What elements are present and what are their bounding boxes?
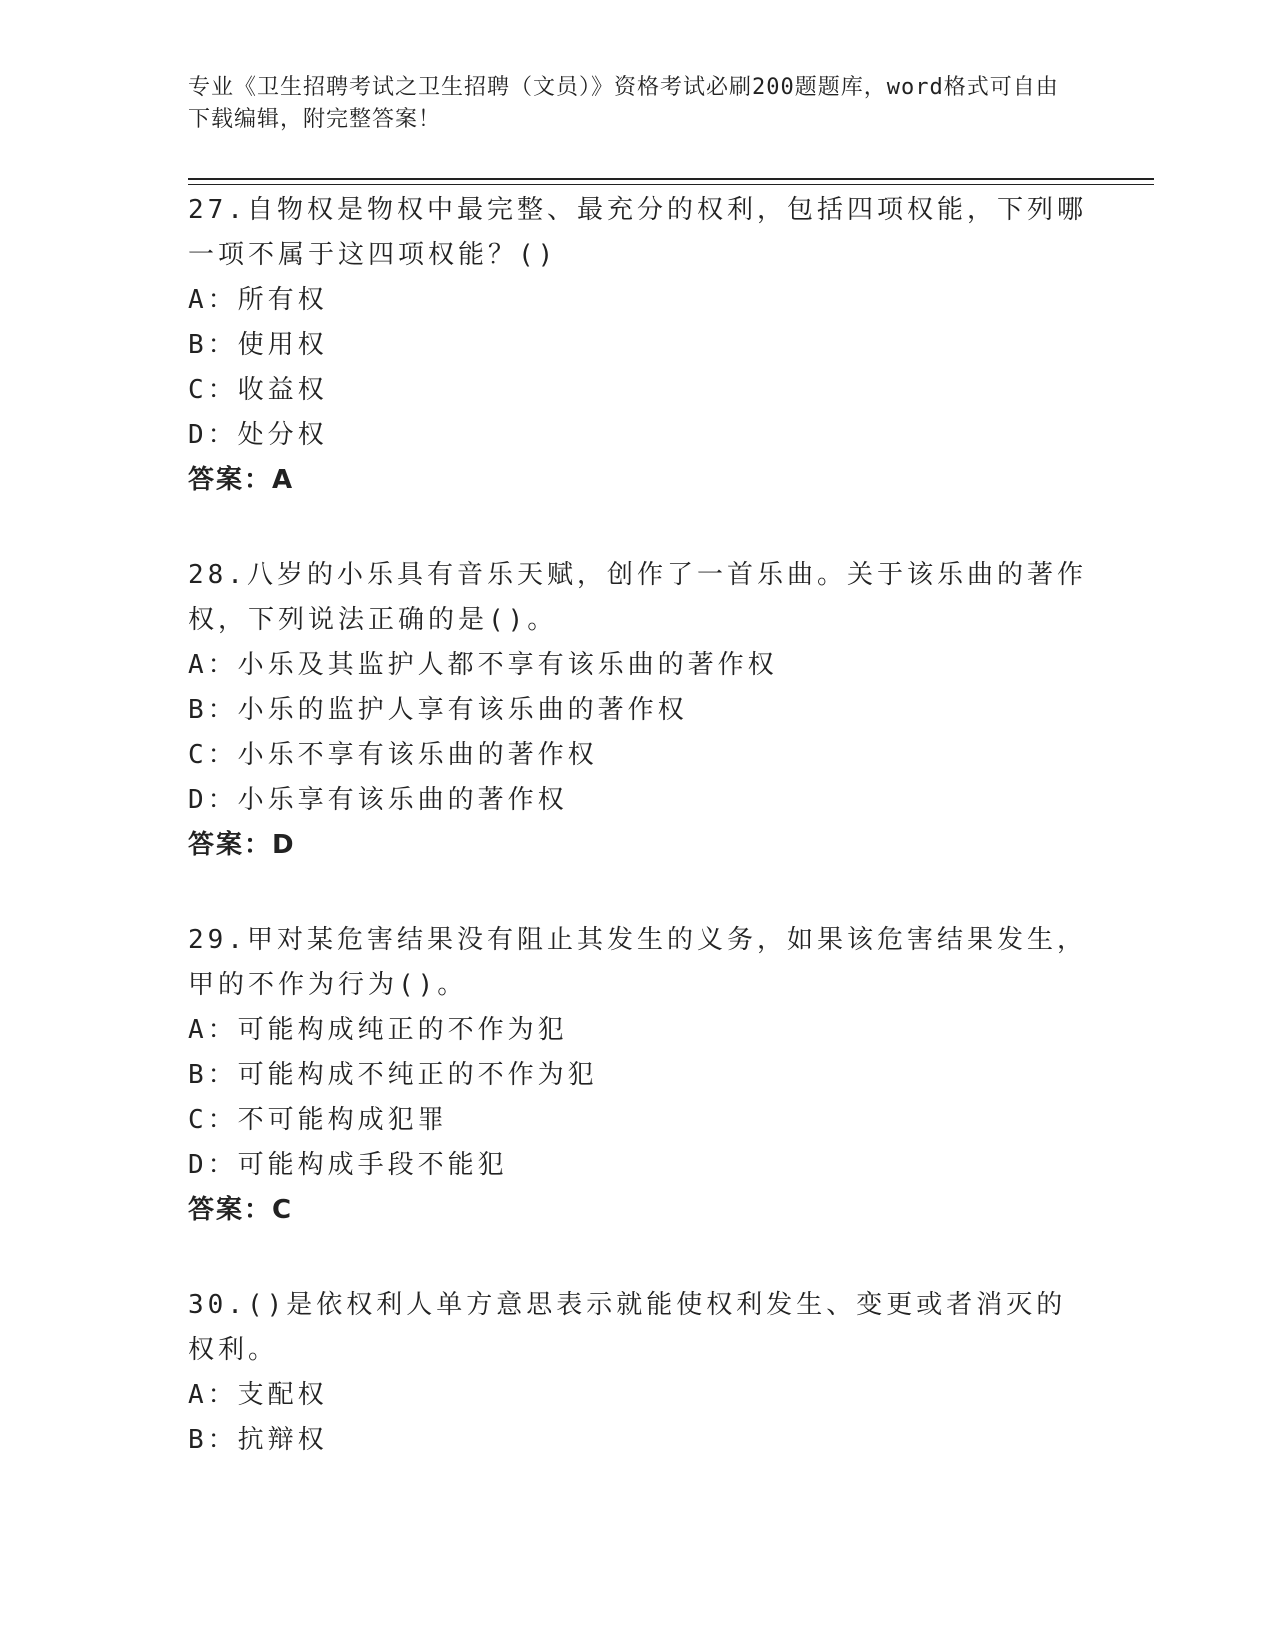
document-header: 专业《卫生招聘考试之卫生招聘（文员）》资格考试必刷200题题库，word格式可自由下载编辑，附完整答案！ [188,75,1059,132]
question-stem: 29.甲对某危害结果没有阻止其发生的义务，如果该危害结果发生，甲的不作为行为()。 [188,925,1087,1000]
question-29 [188,918,1088,1233]
answer-label: 答案：D [188,830,296,860]
option-a: A：支配权 [188,1380,328,1410]
option-b: B：可能构成不纯正的不作为犯 [188,1060,598,1090]
question-30 [188,1283,1088,1463]
option-c: C：小乐不享有该乐曲的著作权 [188,740,598,770]
option-c: C：不可能构成犯罪 [188,1105,448,1135]
question-stem: 30.()是依权利人单方意思表示就能使权利发生、变更或者消灭的权利。 [188,1290,1067,1365]
header-divider-thin [188,184,1154,185]
question-list [188,188,1088,1513]
question-27 [188,188,1088,503]
option-d: D：可能构成手段不能犯 [188,1150,508,1180]
question-28 [188,553,1088,868]
option-d: D：小乐享有该乐曲的著作权 [188,785,568,815]
option-a: A：所有权 [188,285,328,315]
header-divider-thick [188,178,1154,180]
option-b: B：抗辩权 [188,1425,328,1455]
option-b: B：小乐的监护人享有该乐曲的著作权 [188,695,688,725]
question-stem: 27.自物权是物权中最完整、最充分的权利，包括四项权能，下列哪一项不属于这四项权能？() [188,195,1087,270]
option-b: B：使用权 [188,330,328,360]
answer-label: 答案：C [188,1195,294,1225]
option-a: A：小乐及其监护人都不享有该乐曲的著作权 [188,650,778,680]
question-stem: 28.八岁的小乐具有音乐天赋，创作了一首乐曲。关于该乐曲的著作权，下列说法正确的是()。 [188,560,1087,635]
answer-label: 答案：A [188,465,295,495]
option-c: C：收益权 [188,375,328,405]
option-a: A：可能构成纯正的不作为犯 [188,1015,568,1045]
option-d: D：处分权 [188,420,328,450]
